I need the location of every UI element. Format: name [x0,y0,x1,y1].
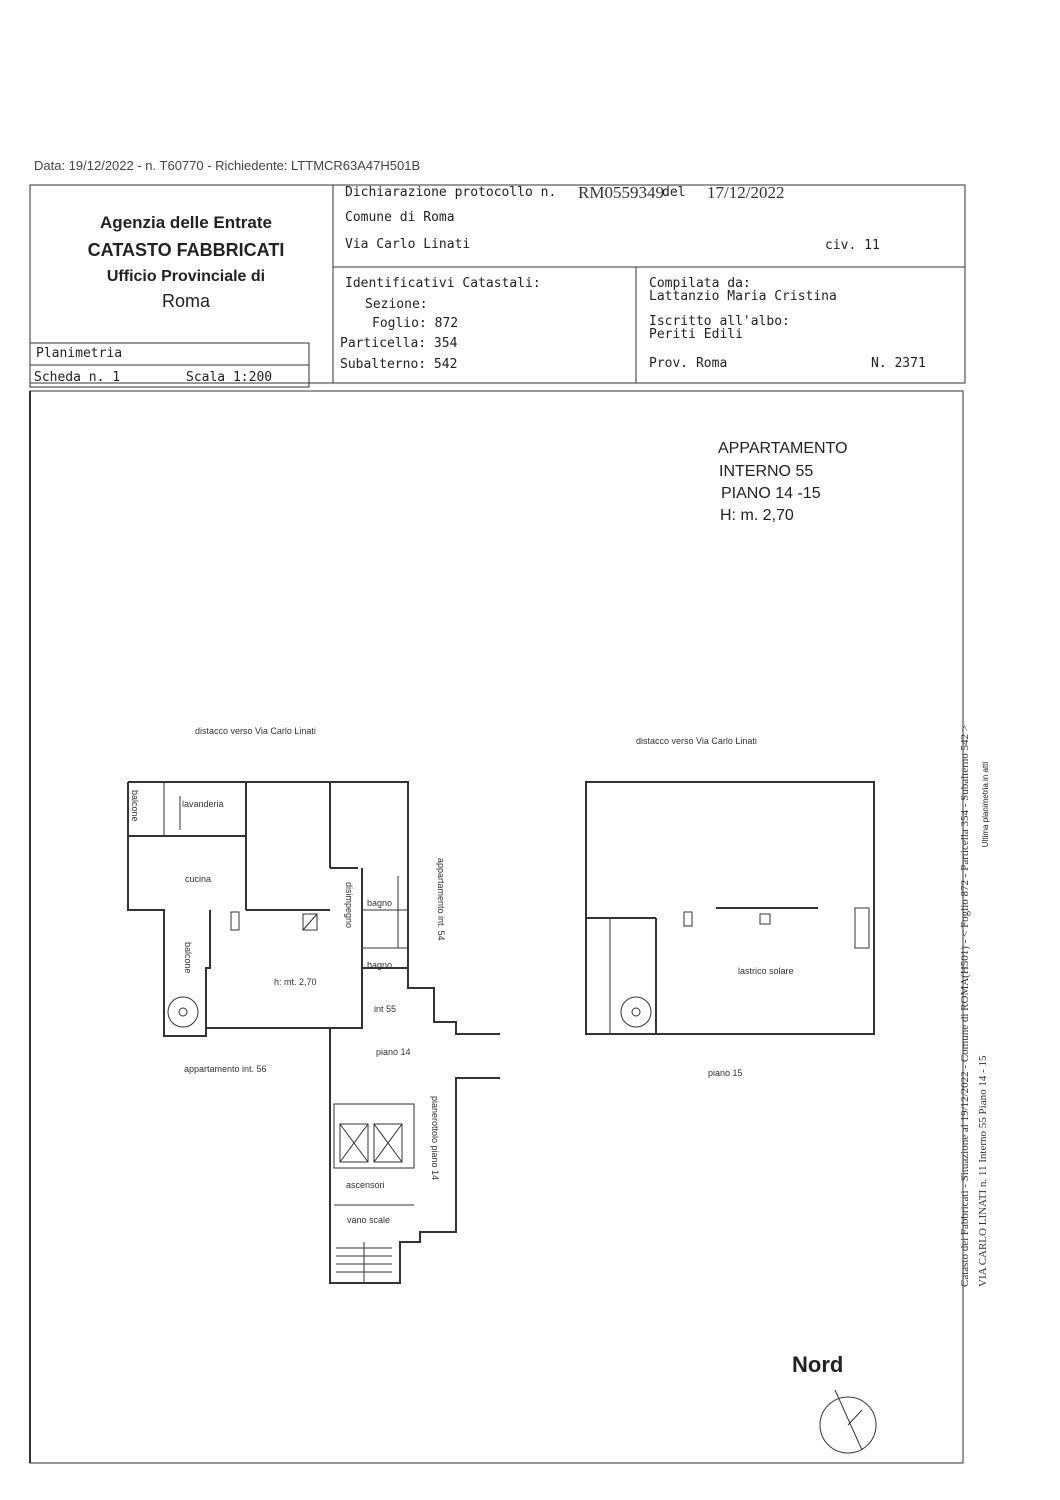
vano-scale-label: vano scale [347,1215,391,1225]
scheda-label: Scheda n. 1 [34,370,121,385]
balcone-side-label: balcone [183,942,193,974]
balcone-top-label: balcone [130,790,140,822]
protocol-label: Dichiarazione protocollo n. [345,185,557,200]
sezione: Sezione: [365,297,428,312]
bagno-1-label: bagno [367,898,393,908]
agency-name: Agenzia delle Entrate [100,213,272,232]
planimetria-label: Planimetria [36,346,123,361]
request-line: Data: 19/12/2022 - n. T60770 - Richiedente: LTTMCR63A47H501B [34,158,421,173]
address: Via Carlo Linati [345,237,471,252]
appartamento-56-label: appartamento int. 56 [184,1064,267,1074]
unit-interno: INTERNO 55 [719,463,814,480]
protocol-number: RM0559349 [578,183,664,202]
unit-type: APPARTAMENTO [718,440,848,457]
registration-number: N. 2371 [871,356,926,371]
pianerottolo-label: pianerottolo piano 14 [430,1096,440,1181]
comune: Comune di Roma [345,210,455,225]
piano-15-label: piano 15 [708,1068,743,1078]
appartamento-54-label: appartamento int. 54 [436,858,446,941]
particella: Particella: 354 [340,336,458,351]
spiral-stair-14 [168,997,198,1027]
distacco-label-15: distacco verso Via Carlo Linati [636,736,757,746]
scale-label: Scala 1:200 [186,370,273,385]
civic-number: civ. 11 [825,238,880,253]
cucina-label: cucina [185,874,212,884]
piano-14-label: piano 14 [376,1047,411,1057]
agency-office: Ufficio Provinciale di [106,268,266,285]
bagno-2-label: bagno [367,960,393,970]
side-cadastre-line: Catasto dei Fabbricati - Situazione al 19/12/2022 - Comune di ROMA(H501) - < Foglio 872 - Particella 354 - Subalterno 542 > [959,724,971,1287]
subalterno: Subalterno: 542 [340,357,458,372]
stair-steps [336,1242,392,1283]
disimpegno-label: disimpegno [344,882,354,929]
protocol-date: 17/12/2022 [707,183,785,202]
agency-city: Roma [161,291,210,311]
unit-piano: PIANO 14 -15 [721,485,821,502]
unit-height: H: m. 2,70 [720,507,794,524]
side-stamp: Ultima planimetria in atti [981,761,991,848]
lavanderia-label: lavanderia [182,799,224,809]
spiral-stair-15 [621,997,651,1027]
protocol-del: del [662,185,686,200]
iscritto-value: Periti Edili [649,327,743,342]
main-frame [30,391,963,1463]
side-address-line: VIA CARLO LINATI n. 11 Interno 55 Piano 14 - 15 [977,1055,989,1287]
north-label: Nord [792,1352,844,1377]
ascensori-label: ascensori [346,1180,385,1190]
distacco-label-14: distacco verso Via Carlo Linati [195,726,316,736]
foglio: Foglio: 872 [372,316,459,331]
agency-catasto: CATASTO FABBRICATI [87,240,285,260]
room-height-label: h: mt. 2,70 [274,977,317,987]
province: Prov. Roma [649,356,728,371]
compilata-name: Lattanzio Maria Cristina [649,289,837,304]
lastrico-label: lastrico solare [738,966,794,976]
iscritto-label: Iscritto all'albo: [649,314,790,329]
compilata-label: Compilata da: [649,276,751,291]
ident-title: Identificativi Catastali: [345,276,541,291]
int55-label: int 55 [374,1004,397,1014]
